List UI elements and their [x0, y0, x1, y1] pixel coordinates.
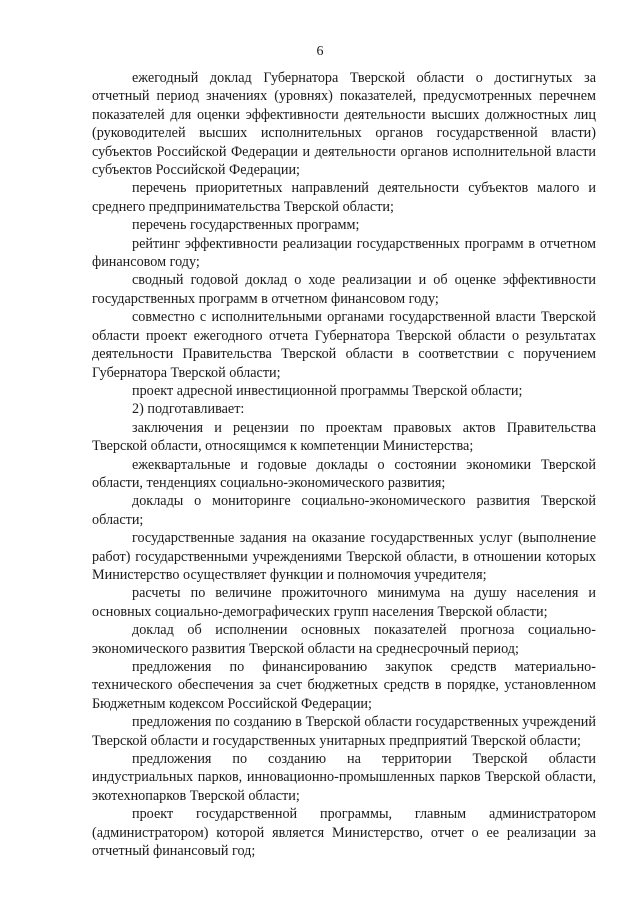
paragraph: доклады о мониторинге социально-экономического развития Тверской области; — [92, 493, 596, 528]
paragraph: проект государственной программы, главным администратором (администратором) которой является Министерство, отчет о ее реализации за отчетный финансовый год; — [92, 806, 596, 860]
paragraph: доклад об исполнении основных показателей прогноза социально-экономического развития Тверской области на среднесрочный период; — [92, 622, 596, 657]
paragraph: проект адресной инвестиционной программы Тверской области; — [132, 382, 523, 399]
paragraph: расчеты по величине прожиточного минимума на душу населения и основных социально-демографических групп населения Тверской области; — [92, 585, 596, 620]
paragraph: ежегодный доклад Губернатора Тверской области о достигнутых за отчетный период значениях (уровнях) показателей, предусмотренных перечнем показателей для оценки эффективности деятельности высших должностных лиц (руководителей высших исполнительных органов государственной власти) субъектов Российской Федерации и деятельности органов исполнительной власти субъектов Российской Федерации; — [92, 70, 596, 179]
section-heading: 2) подготавливает: — [132, 401, 245, 418]
page-number: 6 — [316, 44, 324, 59]
paragraph: предложения по финансированию закупок средств материально-технического обеспечения за счет бюджетных средств в порядке, установленном Бюджетным кодексом Российской Федерации; — [92, 659, 596, 712]
paragraph: перечень государственных программ; — [132, 217, 360, 234]
body-text — [92, 69, 596, 860]
paragraph: заключения и рецензии по проектам правовых актов Правительства Тверской области, относящимся к компетенции Министерства; — [92, 419, 596, 455]
paragraph: перечень приоритетных направлений деятельности субъектов малого и среднего предпринимательства Тверской области; — [92, 180, 596, 215]
paragraph: рейтинг эффективности реализации государственных программ в отчетном финансовом году; — [92, 235, 596, 271]
paragraph: совместно с исполнительными органами государственной власти Тверской области проект ежегодного отчета Губернатора Тверской области о результатах деятельности Правительства Тверской области в соответствии с поручением Губернатора Тверской области; — [92, 309, 596, 381]
paragraph: предложения по созданию в Тверской области государственных учреждений Тверской области и государственных унитарных предприятий Тверской области; — [92, 714, 596, 749]
paragraph: ежеквартальные и годовые доклады о состоянии экономики Тверской области, тенденциях социально-экономического развития; — [92, 456, 596, 491]
paragraph: предложения по созданию на территории Тверской области индустриальных парков, инновационно-промышленных парков Тверской области, экотехнопарков Тверской области; — [92, 751, 596, 804]
paragraph: сводный годовой доклад о ходе реализации и об оценке эффективности государственных программ в отчетном финансовом году; — [92, 272, 596, 307]
paragraph: государственные задания на оказание государственных услуг (выполнение работ) государственными учреждениями Тверской области, в отношении которых Министерство осуществляет функции и полномочия учредителя; — [92, 530, 596, 583]
